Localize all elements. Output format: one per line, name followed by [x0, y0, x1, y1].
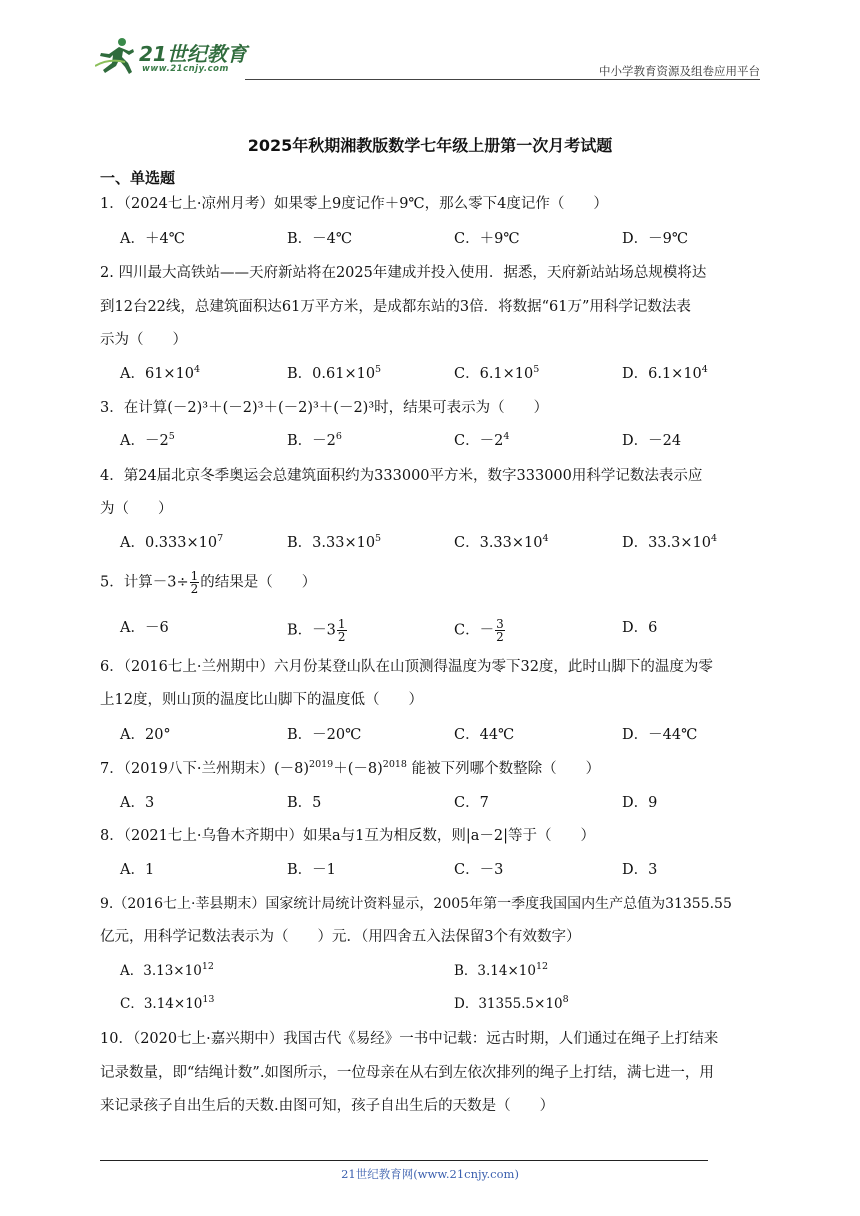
section-heading: 一、单选题 [100, 169, 176, 187]
q6-option-d: D．－44℃ [622, 727, 698, 743]
q4-option-a: A．$0.333\times 10^7$ [120, 533, 224, 551]
page-title: 2025年秋期湘教版数学七年级上册第一次月考试题 [247, 136, 613, 155]
header-divider [245, 79, 760, 80]
footer-divider [100, 1160, 708, 1161]
question-2-stem-line-3: 示为（ ） [100, 332, 187, 348]
q8-option-c: C．－3 [454, 862, 504, 878]
question-9-stem-line-1: 9.（2016七上·莘县期末）国家统计局统计资料显示，2005年第一季度我国国内生产总值为31355.55 [100, 896, 732, 912]
q5-option-a: A．－6 [120, 620, 169, 636]
question-10-stem-line-3: 来记录孩子自出生后的天数.由图可知，孩子自出生后的天数是（ ） [100, 1098, 555, 1114]
running-figure-icon [95, 36, 137, 76]
question-4-stem-line-1: 4．第24届北京冬季奥运会总建筑面积约为333000平方米，数字333000用科学记数法表示应 [100, 468, 703, 484]
q4-option-b: B．$3.33\times 10^5$ [287, 533, 382, 551]
question-2-stem-line-1: 2. 四川最大高铁站——天府新站将在2025年建成并投入使用．据悉，天府新站站场总规模将达 [100, 265, 707, 281]
page-header [95, 34, 760, 80]
q9-option-a: A．$3.13\times 10^{12}$ [120, 961, 214, 979]
q3-option-b: B．$-2^6$ [287, 431, 342, 449]
q4-option-d: D．$33.3\times 10^4$ [622, 533, 718, 551]
logo-url: www.21cnjy.com [142, 64, 229, 74]
q6-option-c: C．44℃ [454, 727, 515, 743]
q9-option-c: C．$3.14\times 10^{13}$ [120, 994, 215, 1012]
q5-option-d: D．6 [622, 620, 658, 636]
question-2-stem-line-2: 到12台22线，总建筑面积达61万平方米，是成都东站的3倍．将数据“61万”用科学记数法表 [100, 299, 691, 315]
question-9-stem-line-2: 亿元，用科学记数法表示为（ ）元．（用四舍五入法保留3个有效数字） [100, 929, 581, 945]
question-6-stem-line-2: 上12度，则山顶的温度比山脚下的温度低（ ） [100, 692, 423, 708]
question-10-stem-line-2: 记录数量，即“结绳计数”.如图所示，一位母亲在从右到左依次排列的绳子上打结，满七进一，用 [100, 1065, 714, 1081]
site-logo [95, 34, 265, 80]
q1-option-c: C．＋9℃ [454, 231, 520, 247]
question-4-stem-line-2: 为（ ） [100, 501, 173, 517]
q2-option-b: B．$0.61\times 10^5$ [287, 364, 382, 382]
q3-option-a: A．$-2^5$ [120, 431, 175, 449]
footer-link[interactable]: 21世纪教育网(www.21cnjy.com) [341, 1167, 519, 1181]
q8-option-a: A．1 [120, 862, 155, 878]
question-1-stem: 1．（2024七上·凉州月考）如果零上9度记作＋9℃，那么零下4度记作（ ） [100, 196, 608, 212]
q4-option-c: C．$3.33\times 10^4$ [454, 533, 549, 551]
q8-option-b: B．－1 [287, 862, 336, 878]
q9-option-b: B．$3.14\times 10^{12}$ [454, 961, 549, 979]
q8-option-d: D．3 [622, 862, 658, 878]
q1-option-a: A．＋4℃ [120, 231, 185, 247]
q5-option-b: B．－3 $\frac{1}{2}$ [287, 617, 346, 644]
q9-option-d: D．$31355.5\times 10^8$ [454, 994, 569, 1012]
question-7-stem: 7．（2019八下·兰州期末）$(-8)^{2019}+(-8)^{2018}$ 能被下列哪个数整除（ ） [100, 759, 601, 777]
q7-option-d: D．9 [622, 795, 658, 811]
q2-option-c: C．$6.1\times 10^5$ [454, 364, 540, 382]
question-5-stem: 5．计算－3÷ $\frac{1}{2}$ 的结果是（ ） [100, 569, 317, 596]
question-6-stem-line-1: 6．（2016七上·兰州期中）六月份某登山队在山顶测得温度为零下32度，此时山脚下的温度为零 [100, 659, 713, 675]
q2-option-d: D．$6.1\times 10^4$ [622, 364, 708, 382]
q3-option-d: D．－24 [622, 433, 682, 449]
question-3-stem: 3．在计算(－2)³＋(－2)³＋(－2)³＋(－2)³时，结果可表示为（ ） [100, 400, 549, 416]
q7-option-c: C．7 [454, 795, 489, 811]
platform-name: 中小学教育资源及组卷应用平台 [599, 64, 760, 78]
q6-option-b: B．－20℃ [287, 727, 362, 743]
q1-option-d: D．－9℃ [622, 231, 689, 247]
logo-text: 21世纪教育 [139, 42, 247, 66]
question-8-stem: 8．（2021七上·乌鲁木齐期中）如果a与1互为相反数，则|a－2|等于（ ） [100, 828, 595, 844]
q7-option-a: A．3 [120, 795, 155, 811]
question-10-stem-line-1: 10．（2020七上·嘉兴期中）我国古代《易经》一书中记载：远古时期，人们通过在绳子上打结来 [100, 1031, 719, 1047]
q5-fraction: $\frac{1}{2}$ [190, 569, 199, 596]
q1-option-b: B．－4℃ [287, 231, 353, 247]
q3-expression: (－2)³＋(－2)³＋(－2)³＋(－2)³ [167, 400, 375, 416]
q7-option-b: B．5 [287, 795, 322, 811]
q6-option-a: A．20° [120, 727, 171, 743]
q5-option-c: C．－ $\frac{3}{2}$ [454, 617, 504, 644]
q3-option-c: C．$-2^4$ [454, 431, 510, 449]
q2-option-a: A．$61\times 10^4$ [120, 364, 201, 382]
